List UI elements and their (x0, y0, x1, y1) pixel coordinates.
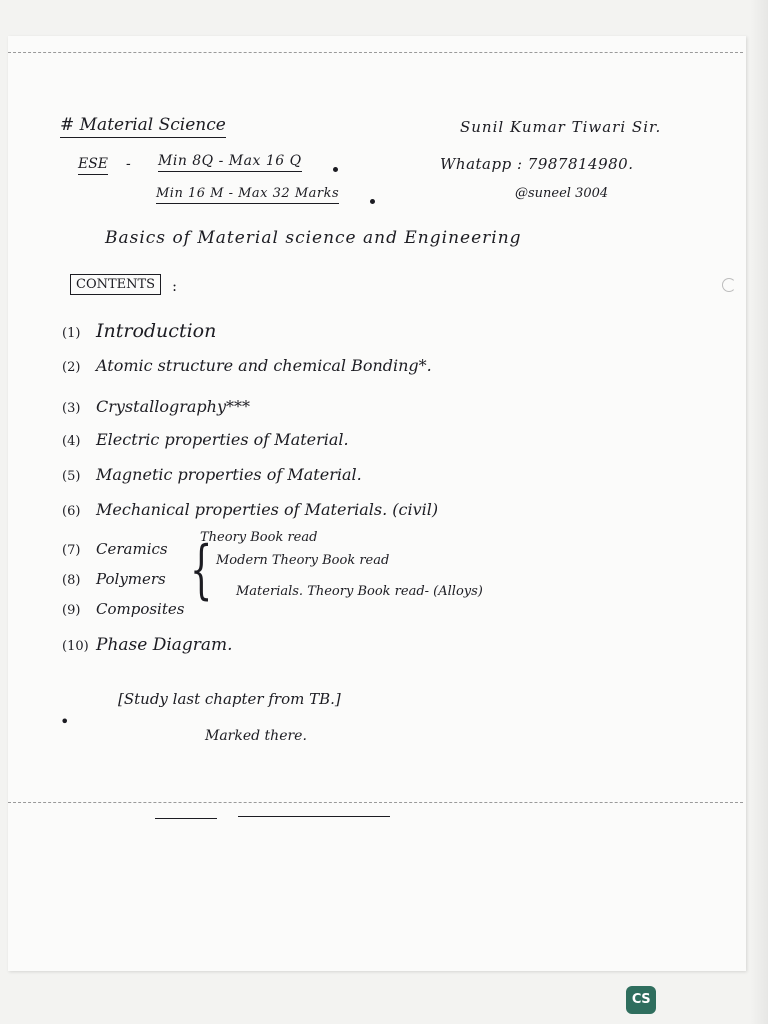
page-subtitle: Basics of Material science and Engineering (105, 228, 522, 248)
list-item: (10) Phase Diagram. (62, 635, 233, 655)
ruled-line (155, 818, 217, 819)
margin-mark: • (60, 712, 70, 731)
side-note-theory-book: Theory Book read (200, 530, 318, 545)
camscanner-logo: CS (626, 986, 656, 1014)
whatsapp-number: Whatapp : 7987814980. (440, 155, 634, 173)
list-item: (4) Electric properties of Material. (62, 430, 349, 449)
list-item: (6) Mechanical properties of Materials. (civil) (62, 500, 439, 519)
side-note-modern-theory: Modern Theory Book read (216, 553, 390, 568)
contents-colon: : (172, 277, 178, 295)
contents-heading: CONTENTS (70, 277, 161, 292)
list-item: (9) Composites (62, 600, 185, 618)
page-top-dashed-line (8, 52, 743, 53)
list-item: (1) Introduction (62, 320, 217, 342)
list-item: (2) Atomic structure and chemical Bonding*. (62, 356, 432, 375)
study-note-marked: Marked there. (205, 728, 307, 744)
ese-marks-range: Min 16 M - Max 32 Marks (156, 186, 339, 201)
page-edge-shadow (750, 0, 768, 1024)
ese-dash: - (126, 156, 131, 172)
bullet-dot (333, 167, 338, 172)
page-title: # Material Science (60, 115, 226, 135)
social-handle: @suneel 3004 (515, 186, 609, 201)
list-item: (8) Polymers (62, 570, 166, 588)
scan-artifact-circle (722, 278, 736, 292)
page-bottom-dashed-line (8, 802, 743, 803)
ese-label: ESE (78, 156, 108, 172)
ruled-line (238, 816, 390, 817)
side-note-materials-theory: Materials. Theory Book read- (Alloys) (236, 584, 483, 599)
list-item: (3) Crystallography*** (62, 397, 250, 416)
study-note: [Study last chapter from TB.] (118, 690, 341, 708)
ese-question-range: Min 8Q - Max 16 Q (158, 153, 302, 169)
author-name: Sunil Kumar Tiwari Sir. (460, 118, 662, 136)
list-item: (7) Ceramics (62, 540, 168, 558)
grouping-brace: { (190, 533, 213, 607)
list-item: (5) Magnetic properties of Material. (62, 465, 362, 484)
bullet-dot (370, 199, 375, 204)
